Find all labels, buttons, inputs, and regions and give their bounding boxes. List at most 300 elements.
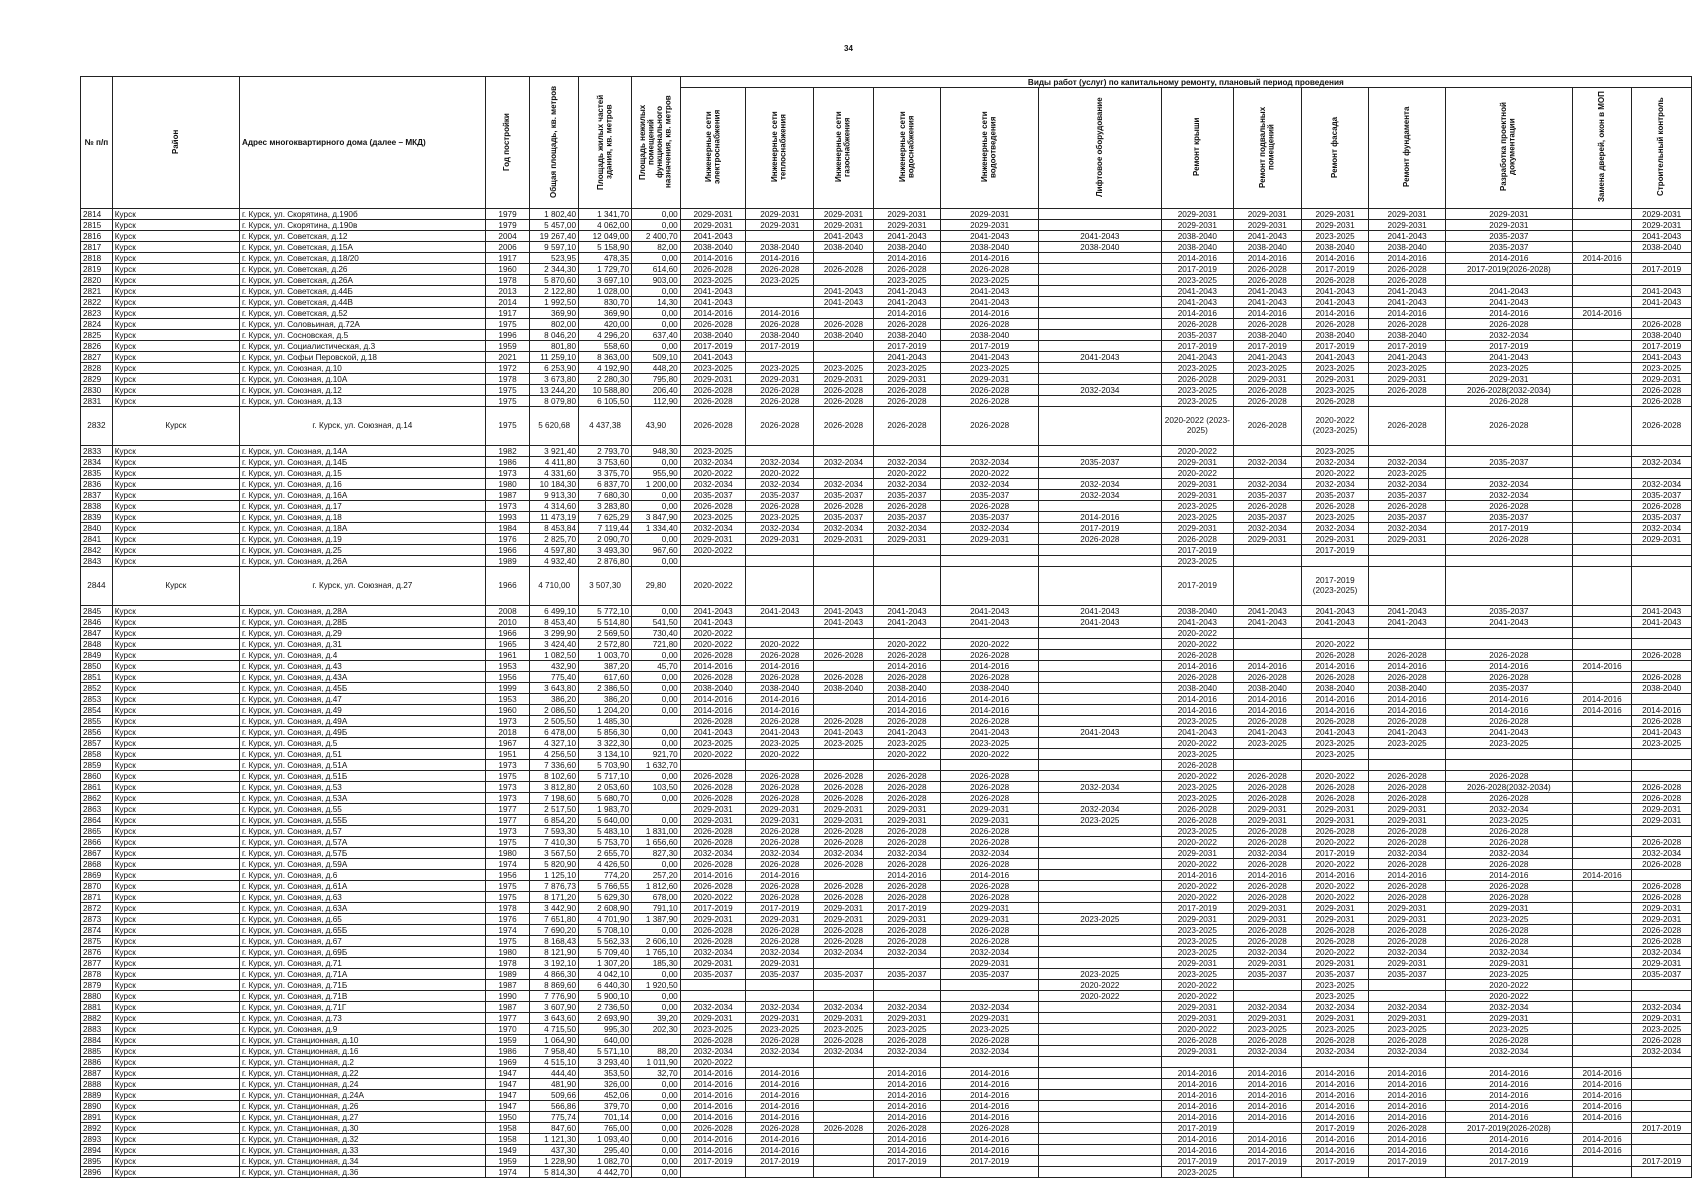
- table-cell: г. Курск, ул. Союзная, д.31: [239, 639, 485, 650]
- table-cell: 2029-2031: [873, 815, 941, 826]
- table-cell: 1980: [485, 947, 530, 958]
- table-cell: 2817: [81, 242, 113, 253]
- table-cell: 830,70: [579, 297, 632, 308]
- table-cell: 2023-2025: [873, 1024, 941, 1035]
- table-cell: [1572, 947, 1631, 958]
- table-cell: 437,30: [530, 1145, 579, 1156]
- table-cell: Курск: [112, 661, 239, 672]
- col-header-work: Инженерные сети газоснабжения: [814, 88, 873, 209]
- table-cell: 432,90: [530, 661, 579, 672]
- table-cell: [1038, 705, 1161, 716]
- table-cell: [814, 870, 873, 881]
- table-cell: 1973: [485, 782, 530, 793]
- table-cell: г. Курск, ул. Союзная, д.55Б: [239, 815, 485, 826]
- table-cell: 2026-2028: [1369, 319, 1445, 330]
- table-cell: 420,00: [579, 319, 632, 330]
- table-cell: [1572, 512, 1631, 523]
- table-cell: 523,95: [530, 253, 579, 264]
- table-cell: г. Курск, ул. Союзная, д.5: [239, 738, 485, 749]
- table-cell: 2029-2031: [1445, 220, 1572, 231]
- table-cell: [1038, 628, 1161, 639]
- table-cell: 2026-2028: [1233, 716, 1301, 727]
- table-cell: 2029-2031: [746, 804, 814, 815]
- table-cell: 7 198,60: [530, 793, 579, 804]
- table-cell: 2026-2028: [1161, 804, 1233, 815]
- table-cell: 2026-2028: [680, 881, 746, 892]
- table-cell: 2029-2031: [814, 1013, 873, 1024]
- table-row: [81, 220, 1692, 231]
- table-cell: 2032-2034: [1369, 1046, 1445, 1057]
- table-cell: 2026-2028: [680, 925, 746, 936]
- table-cell: 2038-2040: [1038, 242, 1161, 253]
- table-cell: 2017-2019: [1632, 1156, 1692, 1167]
- table-cell: 2029-2031: [873, 804, 941, 815]
- table-cell: [1632, 1134, 1692, 1145]
- table-cell: 2038-2040: [941, 242, 1038, 253]
- table-cell: 2026-2028: [746, 672, 814, 683]
- table-cell: Курск: [112, 859, 239, 870]
- table-cell: 2026-2028: [873, 771, 941, 782]
- table-cell: 1 656,60: [632, 837, 681, 848]
- table-cell: 2035-2037: [1301, 490, 1369, 501]
- table-cell: г. Курск, ул. Станционная, д.10: [239, 1035, 485, 1046]
- table-cell: 2858: [81, 749, 113, 760]
- table-cell: 2014-2016: [1301, 1101, 1369, 1112]
- table-cell: 2014-2016: [873, 1068, 941, 1079]
- table-cell: 19 267,40: [530, 231, 579, 242]
- table-cell: 1 485,30: [579, 716, 632, 727]
- table-cell: 2014-2016: [1301, 1090, 1369, 1101]
- table-cell: 3 442,90: [530, 903, 579, 914]
- table-cell: 5 571,10: [579, 1046, 632, 1057]
- table-cell: 2026-2028(2032-2034): [1445, 385, 1572, 396]
- table-cell: 2814: [81, 209, 113, 220]
- table-cell: [814, 1167, 873, 1178]
- table-cell: 1973: [485, 501, 530, 512]
- table-cell: 2029-2031: [1632, 534, 1692, 545]
- table-cell: 0,00: [632, 815, 681, 826]
- table-cell: Курск: [112, 738, 239, 749]
- table-cell: 2023-2025: [1632, 1024, 1692, 1035]
- table-cell: [1038, 738, 1161, 749]
- table-cell: 2017-2019: [680, 341, 746, 352]
- table-cell: 5 457,00: [530, 220, 579, 231]
- table-cell: 7 690,20: [530, 925, 579, 936]
- table-cell: 0,00: [632, 738, 681, 749]
- table-row: [81, 545, 1692, 556]
- table-row: [81, 683, 1692, 694]
- table-cell: [1369, 628, 1445, 639]
- table-cell: 2026-2028: [1445, 716, 1572, 727]
- table-cell: [1632, 826, 1692, 837]
- table-cell: 2038-2040: [1161, 242, 1233, 253]
- table-cell: 2017-2019: [1161, 903, 1233, 914]
- table-cell: 9 597,10: [530, 242, 579, 253]
- table-cell: 2029-2031: [1632, 815, 1692, 826]
- table-cell: г. Курск, ул. Союзная, д.73: [239, 1013, 485, 1024]
- table-cell: [1038, 1145, 1161, 1156]
- table-cell: 2851: [81, 672, 113, 683]
- table-cell: [814, 639, 873, 650]
- table-cell: 2041-2043: [1369, 606, 1445, 617]
- table-cell: 2026-2028: [941, 771, 1038, 782]
- table-cell: 2014-2016: [1369, 1079, 1445, 1090]
- table-cell: 1975: [485, 396, 530, 407]
- table-cell: 2026-2028: [680, 936, 746, 947]
- table-cell: [1038, 1068, 1161, 1079]
- table-cell: [1038, 837, 1161, 848]
- table-cell: [814, 628, 873, 639]
- table-cell: 2026-2028: [814, 650, 873, 661]
- table-cell: 2029-2031: [680, 374, 746, 385]
- table-cell: 2026-2028: [1301, 716, 1369, 727]
- table-cell: 2026-2028: [873, 837, 941, 848]
- table-row: [81, 1002, 1692, 1013]
- table-cell: Курск: [112, 958, 239, 969]
- table-cell: 2026-2028: [941, 925, 1038, 936]
- table-cell: 2020-2022: [1161, 628, 1233, 639]
- table-cell: 1996: [485, 330, 530, 341]
- table-cell: 2017-2019: [873, 903, 941, 914]
- table-cell: г. Курск, ул. Союзная, д.61А: [239, 881, 485, 892]
- table-cell: 2026-2028: [873, 892, 941, 903]
- table-cell: 2032-2034: [941, 1002, 1038, 1013]
- table-cell: 12 049,00: [579, 231, 632, 242]
- table-cell: 2020-2022: [680, 892, 746, 903]
- table-row: [81, 501, 1692, 512]
- table-cell: 701,14: [579, 1112, 632, 1123]
- table-cell: [1572, 556, 1631, 567]
- table-cell: 2029-2031: [814, 914, 873, 925]
- table-cell: 2026-2028: [1301, 275, 1369, 286]
- table-cell: 2026-2028: [873, 1123, 941, 1134]
- table-cell: Курск: [112, 446, 239, 457]
- table-cell: [1369, 980, 1445, 991]
- table-cell: 2014-2016: [1301, 1134, 1369, 1145]
- table-cell: 0,00: [632, 319, 681, 330]
- table-cell: 5 709,40: [579, 947, 632, 958]
- table-cell: 1979: [485, 209, 530, 220]
- table-cell: 903,00: [632, 275, 681, 286]
- table-cell: 827,30: [632, 848, 681, 859]
- table-cell: 2020-2022: [1161, 980, 1233, 991]
- table-cell: [1572, 374, 1631, 385]
- table-cell: 2032-2034: [746, 1046, 814, 1057]
- table-cell: 2868: [81, 859, 113, 870]
- table-cell: 2014-2016: [1369, 694, 1445, 705]
- table-cell: 2035-2037: [1445, 231, 1572, 242]
- table-cell: 5 820,90: [530, 859, 579, 870]
- table-cell: 448,20: [632, 363, 681, 374]
- table-cell: [1572, 1167, 1631, 1178]
- table-cell: 6 499,10: [530, 606, 579, 617]
- table-cell: [1572, 363, 1631, 374]
- table-cell: 2020-2022 (2023-2025): [1161, 407, 1233, 446]
- table-cell: 2041-2043: [873, 286, 941, 297]
- table-cell: 2038-2040: [680, 683, 746, 694]
- table-cell: 2041-2043: [1369, 617, 1445, 628]
- table-cell: 2038-2040: [873, 330, 941, 341]
- table-cell: 2029-2031: [1369, 220, 1445, 231]
- table-cell: 2041-2043: [1369, 352, 1445, 363]
- table-cell: 2026-2028: [814, 1035, 873, 1046]
- table-cell: 2820: [81, 275, 113, 286]
- table-cell: 2026-2028: [1233, 925, 1301, 936]
- table-cell: 0,00: [632, 341, 681, 352]
- table-cell: 2891: [81, 1112, 113, 1123]
- table-cell: 2026-2028: [1369, 771, 1445, 782]
- table-cell: г. Курск, ул. Союзная, д.10А: [239, 374, 485, 385]
- table-cell: Курск: [112, 297, 239, 308]
- col-header-work: Ремонт фасада: [1301, 88, 1369, 209]
- table-cell: [1572, 264, 1631, 275]
- table-cell: 2881: [81, 1002, 113, 1013]
- table-cell: [1572, 468, 1631, 479]
- table-cell: г. Курск, ул. Союзная, д.43: [239, 661, 485, 672]
- table-cell: 2014-2016: [1301, 870, 1369, 881]
- table-cell: 2023-2025: [1369, 738, 1445, 749]
- table-cell: [1038, 661, 1161, 672]
- table-cell: 2032-2034: [746, 947, 814, 958]
- table-cell: 541,50: [632, 617, 681, 628]
- table-cell: [1233, 760, 1301, 771]
- table-row: [81, 341, 1692, 352]
- table-cell: 2026-2028: [814, 936, 873, 947]
- table-cell: 2041-2043: [1632, 286, 1692, 297]
- table-cell: 3 753,60: [579, 457, 632, 468]
- table-cell: 2026-2028: [941, 782, 1038, 793]
- table-row: [81, 848, 1692, 859]
- table-cell: Курск: [112, 396, 239, 407]
- table-cell: 2014-2016: [746, 253, 814, 264]
- table-cell: [1572, 275, 1631, 286]
- table-cell: [1233, 545, 1301, 556]
- table-cell: [873, 1057, 941, 1068]
- table-cell: [1233, 1123, 1301, 1134]
- table-cell: 2014-2016: [1369, 1101, 1445, 1112]
- table-cell: 7 776,90: [530, 991, 579, 1002]
- table-cell: г. Курск, ул. Союзная, д.71В: [239, 991, 485, 1002]
- table-cell: 2014-2016: [1161, 661, 1233, 672]
- table-cell: 1960: [485, 705, 530, 716]
- capital-repair-table: [80, 76, 1692, 1178]
- table-cell: 2026-2028: [814, 881, 873, 892]
- table-cell: 2831: [81, 396, 113, 407]
- table-cell: Курск: [112, 523, 239, 534]
- table-cell: 2032-2034: [941, 1046, 1038, 1057]
- table-cell: 2023-2025: [1445, 969, 1572, 980]
- table-cell: 802,00: [530, 319, 579, 330]
- table-cell: 2023-2025: [1161, 947, 1233, 958]
- table-cell: 2041-2043: [1445, 352, 1572, 363]
- table-cell: 2023-2025: [941, 738, 1038, 749]
- table-cell: 1970: [485, 1024, 530, 1035]
- table-cell: 2029-2031: [680, 914, 746, 925]
- table-cell: 2026-2028: [1445, 892, 1572, 903]
- table-cell: 2017-2019: [873, 341, 941, 352]
- table-cell: 2041-2043: [1301, 617, 1369, 628]
- table-cell: [632, 1035, 681, 1046]
- table-cell: 2032-2034: [1038, 490, 1161, 501]
- table-cell: 1976: [485, 914, 530, 925]
- table-cell: 2029-2031: [1445, 374, 1572, 385]
- table-cell: 4 327,10: [530, 738, 579, 749]
- table-cell: 2014-2016: [1369, 661, 1445, 672]
- col-header-work: Ремонт подвальных помещений: [1233, 88, 1301, 209]
- table-cell: 2026-2028: [941, 501, 1038, 512]
- table-cell: 2041-2043: [814, 231, 873, 242]
- table-cell: 2020-2022 (2023-2025): [1301, 407, 1369, 446]
- table-cell: Курск: [112, 567, 239, 606]
- table-cell: г. Курск, ул. Союзная, д.14: [239, 407, 485, 446]
- table-cell: 2014-2016: [680, 694, 746, 705]
- table-cell: 2041-2043: [1301, 727, 1369, 738]
- table-cell: [1632, 694, 1692, 705]
- table-cell: [746, 231, 814, 242]
- table-cell: [1038, 567, 1161, 606]
- table-cell: 2020-2022: [1301, 639, 1369, 650]
- table-cell: 8 102,60: [530, 771, 579, 782]
- table-cell: г. Курск, ул. Союзная, д.53А: [239, 793, 485, 804]
- table-cell: 2026-2028: [1301, 501, 1369, 512]
- table-cell: 2029-2031: [746, 1013, 814, 1024]
- table-cell: 7 119,44: [579, 523, 632, 534]
- table-cell: 2017-2019: [1301, 341, 1369, 352]
- table-cell: 379,70: [579, 1101, 632, 1112]
- table-cell: 1973: [485, 826, 530, 837]
- table-cell: 2023-2025: [1301, 446, 1369, 457]
- table-cell: 0,00: [632, 969, 681, 980]
- table-row: [81, 242, 1692, 253]
- table-cell: 8 453,40: [530, 617, 579, 628]
- table-cell: [1369, 556, 1445, 567]
- table-row: [81, 639, 1692, 650]
- table-cell: 2032-2034: [1301, 1046, 1369, 1057]
- table-cell: 2026-2028: [873, 793, 941, 804]
- table-cell: 5 708,10: [579, 925, 632, 936]
- table-cell: г. Курск, ул. Станционная, д.36: [239, 1167, 485, 1178]
- table-cell: г. Курск, ул. Союзная, д.4: [239, 650, 485, 661]
- table-cell: 2041-2043: [873, 617, 941, 628]
- table-cell: [1369, 639, 1445, 650]
- table-cell: [941, 446, 1038, 457]
- table-cell: [1445, 275, 1572, 286]
- table-cell: [814, 308, 873, 319]
- table-cell: 2026-2028: [1632, 782, 1692, 793]
- table-cell: 2041-2043: [1233, 606, 1301, 617]
- table-cell: 8 079,80: [530, 396, 579, 407]
- table-cell: 2 693,90: [579, 1013, 632, 1024]
- table-cell: 2026-2028: [873, 385, 941, 396]
- table-cell: г. Курск, ул. Скорятина, д.190в: [239, 220, 485, 231]
- table-cell: 2029-2031: [746, 220, 814, 231]
- table-cell: [1572, 457, 1631, 468]
- table-row: [81, 352, 1692, 363]
- table-row: [81, 760, 1692, 771]
- table-cell: 795,80: [632, 374, 681, 385]
- table-cell: Курск: [112, 672, 239, 683]
- table-cell: 2014-2016: [1233, 1090, 1301, 1101]
- table-cell: 2035-2037: [1445, 606, 1572, 617]
- table-cell: 948,30: [632, 446, 681, 457]
- table-cell: 1977: [485, 815, 530, 826]
- table-cell: 2041-2043: [1161, 286, 1233, 297]
- table-cell: [1038, 1156, 1161, 1167]
- table-row: [81, 782, 1692, 793]
- table-cell: 2026-2028: [1369, 1123, 1445, 1134]
- table-row: [81, 556, 1692, 567]
- table-cell: 2023-2025: [1161, 969, 1233, 980]
- table-cell: 730,40: [632, 628, 681, 639]
- table-cell: 2032-2034: [1233, 457, 1301, 468]
- table-cell: 637,40: [632, 330, 681, 341]
- table-cell: 2014-2016: [680, 1145, 746, 1156]
- col-header-nonres-area: Площадь нежилых помещений функционального назначения, кв. метров: [632, 77, 681, 209]
- table-cell: Курск: [112, 457, 239, 468]
- table-cell: 1949: [485, 1145, 530, 1156]
- table-cell: 2029-2031: [941, 220, 1038, 231]
- table-cell: 2017-2019: [941, 341, 1038, 352]
- table-cell: 3 322,30: [579, 738, 632, 749]
- table-cell: 2032-2034: [680, 848, 746, 859]
- table-cell: 2017-2019: [1301, 264, 1369, 275]
- table-cell: 1947: [485, 1101, 530, 1112]
- table-cell: [746, 545, 814, 556]
- table-cell: 2041-2043: [680, 606, 746, 617]
- table-cell: 1 028,00: [579, 286, 632, 297]
- table-cell: 2871: [81, 892, 113, 903]
- table-cell: 444,40: [530, 1068, 579, 1079]
- table-cell: 2014-2016: [1572, 705, 1631, 716]
- table-cell: 2 825,70: [530, 534, 579, 545]
- table-cell: г. Курск, ул. Союзная, д.71Г: [239, 1002, 485, 1013]
- table-cell: 2026-2028: [1369, 925, 1445, 936]
- table-cell: [1632, 1079, 1692, 1090]
- table-cell: 2026-2028: [1445, 1035, 1572, 1046]
- table-cell: г. Курск, ул. Союзная, д.25: [239, 545, 485, 556]
- table-cell: 2041-2043: [1038, 231, 1161, 242]
- table-row: [81, 903, 1692, 914]
- table-cell: 2032-2034: [1301, 457, 1369, 468]
- table-cell: 2026-2028: [1369, 716, 1445, 727]
- table-cell: 2035-2037: [814, 490, 873, 501]
- table-cell: 847,60: [530, 1123, 579, 1134]
- table-cell: 2020-2022: [680, 567, 746, 606]
- table-cell: Курск: [112, 374, 239, 385]
- table-cell: 775,40: [530, 672, 579, 683]
- table-cell: 2014-2016: [873, 1134, 941, 1145]
- table-cell: 2026-2028: [746, 385, 814, 396]
- table-cell: 2038-2040: [1369, 330, 1445, 341]
- table-cell: 10 588,80: [579, 385, 632, 396]
- table-cell: 2020-2022: [941, 639, 1038, 650]
- table-cell: г. Курск, ул. Союзная, д.51: [239, 749, 485, 760]
- table-cell: 2014-2016: [680, 1068, 746, 1079]
- table-cell: 1978: [485, 958, 530, 969]
- table-cell: 2041-2043: [746, 606, 814, 617]
- table-cell: [814, 275, 873, 286]
- table-cell: [746, 286, 814, 297]
- table-cell: 2023-2025: [873, 738, 941, 749]
- table-cell: 2014-2016: [1161, 1145, 1233, 1156]
- table-cell: г. Курск, ул. Союзная, д.65Б: [239, 925, 485, 936]
- table-cell: 2832: [81, 407, 113, 446]
- table-row: [81, 914, 1692, 925]
- table-cell: Курск: [112, 1156, 239, 1167]
- table-cell: 2038-2040: [1301, 683, 1369, 694]
- table-cell: 8 168,43: [530, 936, 579, 947]
- table-row: [81, 749, 1692, 760]
